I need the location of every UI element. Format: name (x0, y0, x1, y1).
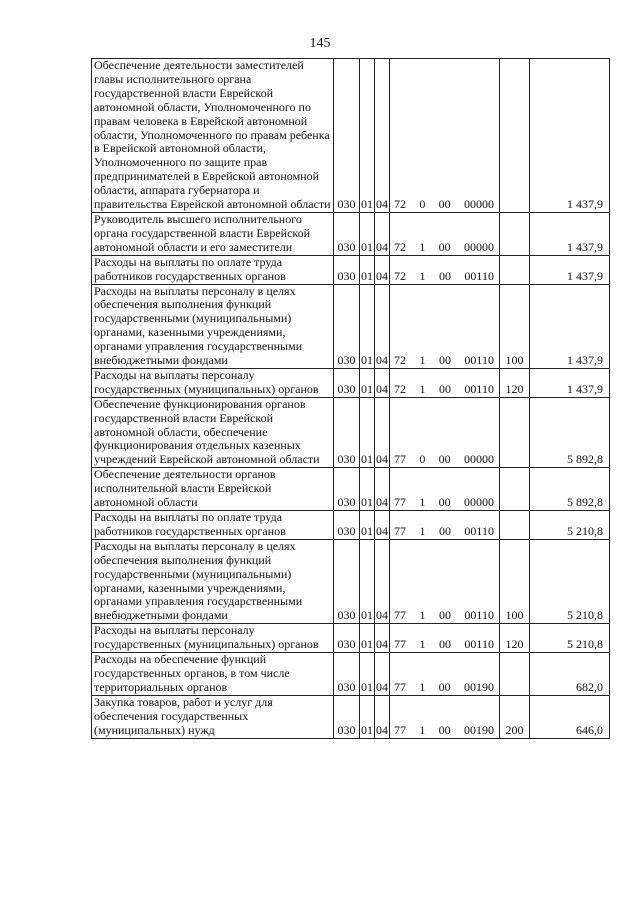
subsection-code-cell: 04 (375, 539, 390, 623)
item-name-cell: Закупка товаров, работ и услуг для обеспечения государственных (муниципальных) нужд (92, 695, 334, 738)
section-code-cell: 01 (360, 255, 375, 284)
expense-type-cell (500, 511, 530, 540)
target-code-part: 72 (394, 197, 406, 212)
target-article-cell (390, 695, 500, 738)
amount-cell: 1 437,9 (530, 368, 610, 397)
amount-cell: 5 892,8 (530, 397, 610, 468)
amount-cell: 5 210,8 (530, 511, 610, 540)
target-article-cell (390, 511, 500, 540)
target-article-code (392, 354, 497, 368)
ministry-code-cell: 030 (334, 695, 360, 738)
section-code-cell: 01 (360, 511, 375, 540)
expense-type-cell: 100 (500, 539, 530, 623)
target-article-cell (390, 468, 500, 511)
item-name-cell: Руководитель высшего исполнительного органа государственной власти Еврейской автономной области и его заместители (92, 212, 334, 255)
table-row (92, 624, 610, 653)
target-code-part: 1 (419, 495, 426, 510)
budget-table (91, 58, 610, 739)
subsection-code-cell: 04 (375, 511, 390, 540)
target-code-part: 00 (438, 722, 451, 737)
target-article-cell (390, 397, 500, 468)
target-article-code (392, 198, 497, 212)
amount-cell: 5 892,8 (530, 468, 610, 511)
target-code-part: 00000 (463, 452, 494, 467)
ministry-code-cell: 030 (334, 624, 360, 653)
target-code-part: 00000 (463, 495, 494, 510)
target-article-code (392, 609, 497, 623)
subsection-code-cell: 04 (375, 624, 390, 653)
target-article-code (392, 525, 497, 539)
target-article-cell (390, 212, 500, 255)
target-code-part: 00190 (463, 722, 494, 737)
amount-cell: 5 210,8 (530, 539, 610, 623)
target-code-part: 1 (419, 381, 426, 396)
target-code-part: 00110 (464, 637, 494, 652)
subsection-code-cell: 04 (375, 255, 390, 284)
section-code-cell: 01 (360, 539, 375, 623)
target-code-part: 00110 (464, 523, 494, 538)
target-code-part: 77 (394, 637, 406, 652)
target-code-part: 1 (419, 353, 426, 368)
item-name-cell: Расходы на выплаты персоналу в целях обеспечения выполнения функций государственными (муниципальными) органами, казенными учреждениями, органами управления государственными внебюджетными фондами (92, 539, 334, 623)
target-article-cell (390, 59, 500, 213)
target-article-cell (390, 624, 500, 653)
expense-type-cell: 120 (500, 368, 530, 397)
ministry-code-cell: 030 (334, 368, 360, 397)
subsection-code-cell: 04 (375, 653, 390, 696)
target-code-part: 77 (394, 722, 406, 737)
table-row (92, 397, 610, 468)
table-row (92, 653, 610, 696)
target-article-code (392, 453, 497, 467)
ministry-code-cell: 030 (334, 255, 360, 284)
section-code-cell: 01 (360, 59, 375, 213)
amount-cell: 646,0 (530, 695, 610, 738)
section-code-cell: 01 (360, 624, 375, 653)
target-article-code (392, 638, 497, 652)
subsection-code-cell: 04 (375, 212, 390, 255)
target-code-part: 00 (438, 637, 451, 652)
target-code-part: 72 (394, 268, 406, 283)
subsection-code-cell: 04 (375, 368, 390, 397)
page-number: 145 (309, 36, 331, 51)
target-code-part: 00110 (464, 353, 494, 368)
expense-type-cell: 200 (500, 695, 530, 738)
target-code-part: 0 (419, 452, 426, 467)
target-code-part: 00 (438, 452, 451, 467)
ministry-code-cell: 030 (334, 653, 360, 696)
target-code-part: 72 (394, 353, 406, 368)
target-article-cell (390, 539, 500, 623)
target-article-cell (390, 284, 500, 368)
target-code-part: 00110 (464, 608, 494, 623)
amount-cell: 1 437,9 (530, 59, 610, 213)
table-row (92, 468, 610, 511)
item-name-cell: Обеспечение функционирования органов государственной власти Еврейской автономной области, обеспечение функционирования отдельных казенных учреждений Еврейской автономной области (92, 397, 334, 468)
item-name-cell: Обеспечение деятельности заместителей главы исполнительного органа государственной власти Еврейской автономной области, Уполномоченного по правам человека в Еврейской автономной области, Уполномоченного по правам ребенка в Еврейской автономной области, Уполномоченного по защите прав предпринимателей в Еврейской автономной области, аппарата губернатора и правительства Еврейской автономной области (92, 59, 334, 213)
target-code-part: 00 (438, 495, 451, 510)
expense-type-cell (500, 468, 530, 511)
amount-cell: 682,0 (530, 653, 610, 696)
table-row (92, 511, 610, 540)
expense-type-cell (500, 212, 530, 255)
target-article-code (392, 270, 497, 284)
item-name-cell: Расходы на обеспечение функций государственных органов, в том числе территориальных органов (92, 653, 334, 696)
target-code-part: 77 (394, 452, 406, 467)
target-code-part: 00110 (464, 268, 494, 283)
amount-cell: 1 437,9 (530, 284, 610, 368)
target-article-code (392, 496, 497, 510)
table-row (92, 59, 610, 213)
section-code-cell: 01 (360, 368, 375, 397)
expense-type-cell (500, 653, 530, 696)
target-code-part: 72 (394, 381, 406, 396)
table-row (92, 539, 610, 623)
target-code-part: 00 (438, 197, 451, 212)
subsection-code-cell: 04 (375, 284, 390, 368)
target-code-part: 00 (438, 268, 451, 283)
target-code-part: 00 (438, 381, 451, 396)
target-code-part: 1 (419, 239, 426, 254)
target-code-part: 00000 (463, 239, 494, 254)
table-row (92, 695, 610, 738)
ministry-code-cell: 030 (334, 212, 360, 255)
target-code-part: 1 (419, 523, 426, 538)
target-code-part: 1 (419, 637, 426, 652)
target-code-part: 1 (419, 268, 426, 283)
target-article-code (392, 724, 497, 738)
target-code-part: 00 (438, 353, 451, 368)
target-code-part: 77 (394, 608, 406, 623)
subsection-code-cell: 04 (375, 59, 390, 213)
expense-type-cell: 100 (500, 284, 530, 368)
table-row (92, 368, 610, 397)
ministry-code-cell: 030 (334, 284, 360, 368)
target-code-part: 00000 (463, 197, 494, 212)
target-code-part: 1 (419, 608, 426, 623)
subsection-code-cell: 04 (375, 695, 390, 738)
target-code-part: 00 (438, 608, 451, 623)
expense-type-cell (500, 397, 530, 468)
target-article-code (392, 681, 497, 695)
section-code-cell: 01 (360, 397, 375, 468)
section-code-cell: 01 (360, 212, 375, 255)
ministry-code-cell: 030 (334, 397, 360, 468)
target-code-part: 0 (419, 197, 426, 212)
item-name-cell: Расходы на выплаты персоналу государственных (муниципальных) органов (92, 624, 334, 653)
table-row (92, 212, 610, 255)
target-article-cell (390, 255, 500, 284)
item-name-cell: Расходы на выплаты персоналу государственных (муниципальных) органов (92, 368, 334, 397)
expense-type-cell: 120 (500, 624, 530, 653)
target-code-part: 77 (394, 523, 406, 538)
subsection-code-cell: 04 (375, 468, 390, 511)
target-code-part: 1 (419, 679, 426, 694)
table-row (92, 255, 610, 284)
target-article-cell (390, 653, 500, 696)
item-name-cell: Расходы на выплаты персоналу в целях обеспечения выполнения функций государственными (муниципальными) органами, казенными учреждениями, органами управления государственными внебюджетными фондами (92, 284, 334, 368)
target-code-part: 00110 (464, 381, 494, 396)
target-code-part: 77 (394, 495, 406, 510)
target-article-cell (390, 368, 500, 397)
amount-cell: 1 437,9 (530, 255, 610, 284)
section-code-cell: 01 (360, 695, 375, 738)
target-code-part: 72 (394, 239, 406, 254)
section-code-cell: 01 (360, 468, 375, 511)
target-code-part: 1 (419, 722, 426, 737)
section-code-cell: 01 (360, 284, 375, 368)
item-name-cell: Обеспечение деятельности органов исполнительной власти Еврейской автономной области (92, 468, 334, 511)
subsection-code-cell: 04 (375, 397, 390, 468)
ministry-code-cell: 030 (334, 539, 360, 623)
target-article-code (392, 241, 497, 255)
table-row (92, 284, 610, 368)
item-name-cell: Расходы на выплаты по оплате труда работников государственных органов (92, 511, 334, 540)
ministry-code-cell: 030 (334, 468, 360, 511)
item-name-cell: Расходы на выплаты по оплате труда работников государственных органов (92, 255, 334, 284)
ministry-code-cell: 030 (334, 59, 360, 213)
target-code-part: 00 (438, 679, 451, 694)
ministry-code-cell: 030 (334, 511, 360, 540)
section-code-cell: 01 (360, 653, 375, 696)
target-code-part: 00 (438, 523, 451, 538)
target-code-part: 77 (394, 679, 406, 694)
target-code-part: 00190 (463, 679, 494, 694)
expense-type-cell (500, 255, 530, 284)
amount-cell: 5 210,8 (530, 624, 610, 653)
target-code-part: 00 (438, 239, 451, 254)
table-body (92, 59, 610, 739)
target-article-code (392, 383, 497, 397)
expense-type-cell (500, 59, 530, 213)
amount-cell: 1 437,9 (530, 212, 610, 255)
